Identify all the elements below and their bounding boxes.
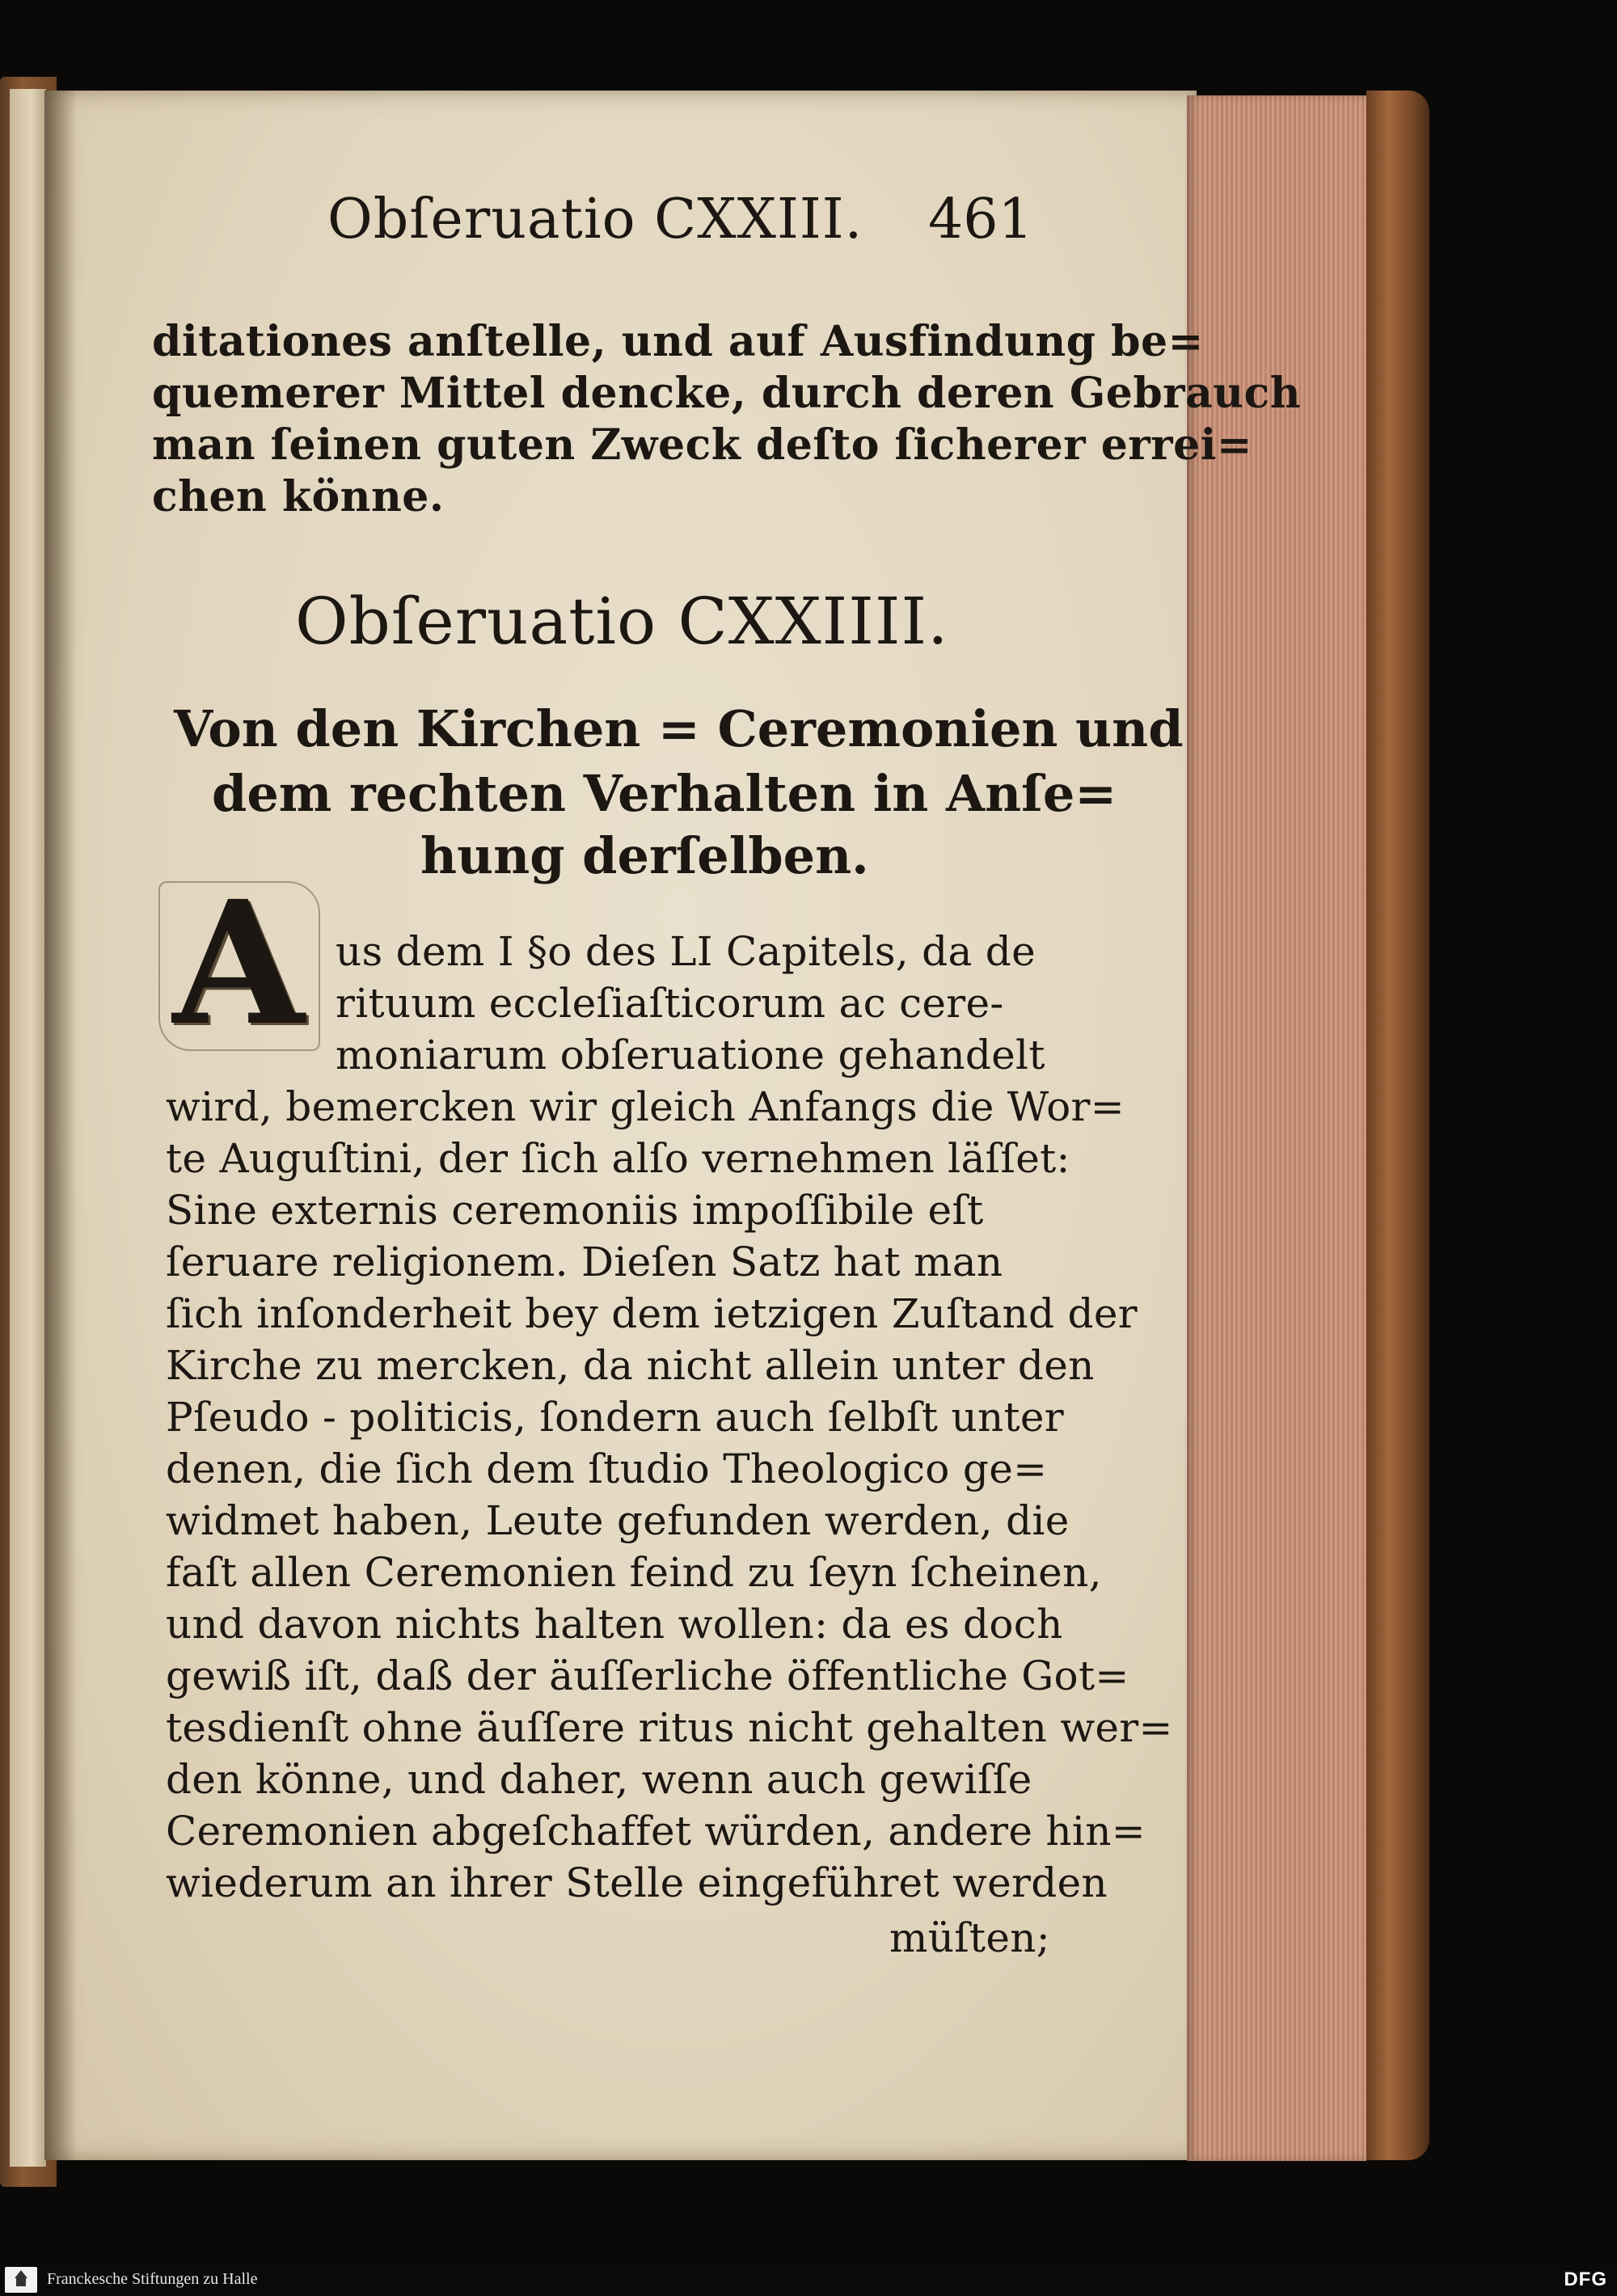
paragraph-line: wird, bemercken wir gleich Anfangs die Wor= [166, 1083, 1125, 1130]
continuation-line: man ſeinen guten Zweck deſto ſicherer errei= [152, 420, 1252, 470]
paragraph-line: faſt allen Ceremonien feind zu ſeyn ſcheinen, [166, 1549, 1102, 1596]
dropcap-letter: A [172, 863, 305, 1063]
paragraph-line: Pſeudo - politicis, ſondern auch ſelbſt unter [166, 1394, 1064, 1441]
continuation-line: chen könne. [152, 472, 445, 521]
paragraph-line: ſich inſonderheit bey dem ietzigen Zuſtand der [166, 1290, 1138, 1337]
footer-bar [0, 2264, 1617, 2296]
catchword: müſten; [889, 1914, 1050, 1961]
paragraph-line: ſeruare religionem. Dieſen Satz hat man [166, 1239, 1003, 1285]
paragraph-line: tesdienſt ohne äuſſere ritus nicht gehalten wer= [166, 1704, 1173, 1751]
paragraph-line: den könne, und daher, wenn auch gewiſſe [166, 1756, 1032, 1803]
paragraph-line: us dem I §o des LI Capitels, da de [336, 928, 1036, 975]
paragraph-line: moniarum obſeruatione gehandelt [336, 1032, 1045, 1078]
running-head: Obſeruatio CXXIII. [327, 188, 863, 251]
paragraph-line: widmet haben, Leute gefunden werden, die [166, 1497, 1070, 1544]
institution-name[interactable]: Franckesche Stiftungen zu Halle [47, 2270, 258, 2288]
section-title: Obſeruatio CXXIIII. [295, 584, 949, 659]
paragraph-line: wiederum an ihrer Stelle eingeführet werden [166, 1859, 1108, 1906]
paragraph-line: rituum eccleſiaſticorum ac cere- [336, 980, 1004, 1027]
paragraph-line: Kirche zu mercken, da nicht allein unter den [166, 1342, 1095, 1389]
section-heading-line: dem rechten Verhalten in Anſe= [212, 764, 1117, 823]
paragraph-line: gewiß iſt, daß der äuſſerliche öffentliche Got= [166, 1652, 1129, 1699]
dfg-logo[interactable]: DFG [1564, 2269, 1607, 2290]
facing-page-edge [10, 89, 46, 2167]
paragraph-line: Ceremonien abgeſchaffet würden, andere hin= [166, 1808, 1146, 1855]
right-cover-board [1366, 91, 1429, 2160]
continuation-line: quemerer Mittel dencke, durch deren Gebrauch [152, 369, 1302, 418]
paragraph-line: denen, die ſich dem ſtudio Theologico ge= [166, 1446, 1048, 1492]
continuation-line: ditationes anſtelle, und auf Ausfindung be= [152, 317, 1204, 366]
institution-logo-icon[interactable] [5, 2267, 37, 2293]
paragraph-line: te Auguſtini, der ſich alſo vernehmen läſſet: [166, 1135, 1070, 1182]
paragraph-line: Sine externis ceremoniis impoſſibile eſt [166, 1187, 984, 1234]
page-number: 461 [928, 188, 1033, 251]
section-heading-line: Von den Kirchen = Ceremonien und [174, 699, 1184, 758]
section-heading-line: hung derſelben. [420, 826, 869, 885]
paragraph-line: und davon nichts halten wollen: da es doch [166, 1601, 1063, 1648]
page-gutter-shadow [44, 91, 77, 2160]
